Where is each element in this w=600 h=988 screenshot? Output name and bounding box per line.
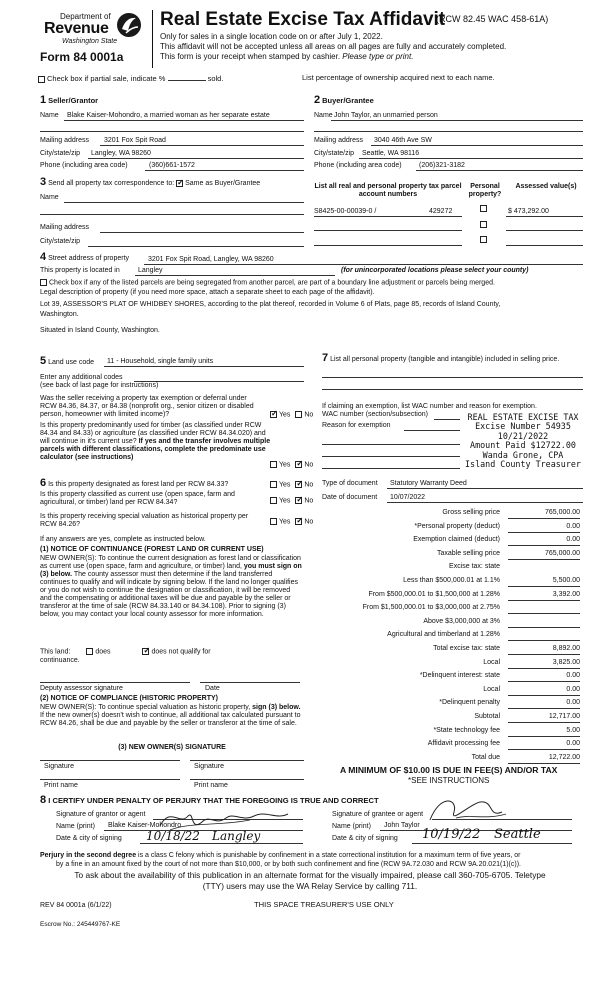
treasurer-stamp — [460, 413, 586, 469]
compliance-heading: (2) NOTICE OF COMPLIANCE (HISTORIC PROPERTY) — [40, 695, 218, 702]
perjury-bold: Perjury in the second degree — [40, 852, 137, 859]
personal-property-row — [322, 352, 584, 365]
owner-signature-label-2: Signature — [194, 763, 224, 770]
tax-row-value[interactable] — [508, 618, 580, 628]
tax-row — [320, 550, 582, 561]
header-note-3b: Please type or print. — [342, 52, 414, 61]
owner-print-line-1[interactable] — [40, 779, 180, 780]
seller-phone-field[interactable]: (360)661-1572 — [149, 162, 195, 169]
buyer-city-label: City/state/zip — [314, 150, 355, 157]
grantee-city-handwritten[interactable]: Seattle — [494, 827, 541, 842]
tax-row-label: Above $3,000,000 at 3% — [423, 617, 500, 625]
grantor-signature-label: Signature of grantor or agent — [56, 811, 146, 818]
forest-no-checkbox[interactable] — [295, 481, 302, 488]
forest-no-label: No — [304, 481, 314, 489]
form-rcw: (RCW 82.45 WAC 458-61A) — [436, 14, 549, 24]
tax-row-label: Total due — [471, 753, 500, 761]
revenue-emblem-icon — [114, 11, 144, 39]
certify-number: 8 — [40, 794, 47, 806]
tax-row-value[interactable] — [508, 631, 580, 641]
seller-city-line — [88, 158, 304, 159]
same-as-buyer-label: Same as Buyer/Grantee — [185, 180, 261, 187]
logo-dept-text: Department of — [60, 12, 111, 21]
seller-name-label: Name — [40, 112, 59, 119]
seller-address-line — [100, 145, 304, 146]
buyer-heading — [314, 94, 374, 107]
correspondence-address-line[interactable] — [100, 232, 304, 233]
parcels-header: List all real and personal property tax parcel account numbers — [314, 183, 462, 199]
tax-row-value[interactable]: 5.00 — [508, 727, 580, 737]
personal-property-line-1[interactable] — [322, 377, 583, 378]
forest-number: 6 — [40, 477, 47, 489]
street-number: 4 — [40, 251, 47, 263]
buyer-name-label: Name — [314, 112, 333, 119]
grantee-name-field[interactable]: John Taylor — [384, 822, 420, 829]
street-address-field[interactable]: 3201 Fox Spit Road, Langley, WA 98260 — [148, 256, 274, 263]
tax-row — [320, 754, 582, 765]
street-address-line — [144, 264, 583, 265]
tax-row-value[interactable]: 765,000.00 — [508, 509, 580, 519]
forest-yes-checkbox[interactable] — [270, 481, 277, 488]
exemption-yes-label: Yes — [279, 411, 291, 419]
buyer-heading-label: Buyer/Grantee — [322, 96, 374, 105]
buyer-address-line — [371, 145, 583, 146]
historic-answer — [270, 518, 313, 526]
header-note-3 — [160, 52, 413, 61]
perjury-line-2: by a fine in an amount fixed by the court of not more than $10,000, or by both such confinement and fine (RCW 9A.72.030 and RCW 9A.20.021(1)(c)). — [56, 861, 521, 868]
buyer-phone-line — [416, 170, 583, 171]
continuance-text — [40, 555, 302, 619]
land-does-not-label: does not qualify for — [151, 648, 211, 656]
land-use-label: Land use code — [48, 359, 95, 366]
tax-row-value[interactable]: 0.00 — [508, 686, 580, 696]
land-use-number: 5 — [40, 355, 47, 367]
wac-text: If claiming an exemption, list WAC number and reason for exemption. — [322, 403, 537, 410]
tax-row — [320, 727, 582, 738]
personal-property-text: List all personal property (tangible and intangible) included in selling price. — [330, 356, 560, 363]
grantor-date-handwritten[interactable]: 10/18/22 — [146, 829, 200, 843]
grantee-name-label: Name (print) — [332, 823, 371, 830]
tax-row-value[interactable]: 0.00 — [508, 672, 580, 682]
see-instructions-note: *SEE INSTRUCTIONS — [408, 776, 490, 785]
deputy-date-label: Date — [205, 685, 220, 692]
assessed-value-1[interactable]: $ 473,292.00 — [508, 208, 549, 215]
personal-property-checkbox-3[interactable] — [480, 236, 487, 243]
land-use-row — [40, 355, 94, 368]
timber-yes-label: Yes — [279, 461, 291, 469]
forest-q1-answer — [270, 481, 313, 489]
tax-row-value[interactable]: 0.00 — [508, 699, 580, 709]
tax-row-value[interactable]: 12,717.00 — [508, 713, 580, 723]
exemption-no-label: No — [304, 411, 314, 419]
located-line — [135, 275, 335, 276]
buyer-address-label: Mailing address — [314, 137, 364, 144]
tax-row-value[interactable]: 765,000.00 — [508, 550, 580, 560]
owner-print-line-2[interactable] — [190, 779, 304, 780]
header-note-2: This affidavit will not be accepted unless all areas on all pages are fully and accurately completed. — [160, 42, 507, 51]
tax-row — [320, 713, 582, 724]
correspondence-text: Send all property tax correspondence to: — [48, 180, 175, 187]
tax-row — [320, 536, 582, 547]
assessed-line-1 — [506, 216, 583, 217]
historic-no-label: No — [304, 518, 314, 526]
personal-property-checkbox-1[interactable] — [480, 205, 487, 212]
tax-row — [320, 699, 582, 710]
certify-text: I CERTIFY UNDER PENALTY OF PERJURY THAT THE FOREGOING IS TRUE AND CORRECT — [48, 796, 379, 805]
partial-sale-checkbox[interactable] — [38, 76, 45, 83]
tax-row — [320, 577, 582, 588]
revision-code: REV 84 0001a (6/1/22) — [40, 902, 112, 909]
form-number: Form 84 0001a — [40, 50, 124, 64]
document-date-line — [387, 502, 583, 503]
seller-name-line-2 — [40, 131, 304, 132]
correspondence-number: 3 — [40, 176, 47, 188]
exemption-question: Was the seller receiving a property tax exemption or deferral under RCW 84.36, 84.37, or 84.38 (nonprofit org., senior citizen or disabled person, homeowner with limited income)? — [40, 395, 254, 419]
tax-row — [320, 563, 582, 574]
treasurer-use-label: THIS SPACE TREASURER'S USE ONLY — [254, 900, 394, 909]
document-date-label: Date of document — [322, 494, 378, 501]
segregated-checkbox[interactable] — [40, 279, 47, 286]
tax-row-value[interactable] — [508, 604, 580, 614]
stamp-line-4: Amount Paid $12722.00 — [470, 440, 576, 451]
personal-property-line-2[interactable] — [322, 389, 583, 390]
assessed-value-header: Assessed value(s) — [515, 183, 577, 190]
owner-print-label-2: Print name — [194, 782, 228, 789]
reason-label: Reason for exemption — [322, 422, 391, 429]
buyer-address-field[interactable]: 3040 46th Ave SW — [374, 137, 432, 144]
tax-row — [320, 645, 582, 656]
tax-row — [320, 509, 582, 520]
tax-row-value[interactable]: 3,825.00 — [508, 659, 580, 669]
owner-signature-label-1: Signature — [44, 763, 74, 770]
tax-row-label: Excise tax: state — [449, 563, 500, 571]
parcel-line-1 — [314, 216, 462, 217]
compliance-text-2: sign (3) below. — [252, 704, 301, 711]
tax-row-label: Subtotal — [474, 713, 500, 720]
seller-address-field[interactable]: 3201 Fox Spit Road — [104, 137, 166, 144]
seller-name-field[interactable]: Blake Kaiser-Mohondro, a married woman as her separate estate — [67, 112, 270, 119]
historic-yes-label: Yes — [279, 518, 291, 526]
timber-yes-checkbox[interactable] — [270, 461, 277, 468]
seller-heading-label: Seller/Grantor — [48, 96, 99, 105]
forest-yes-label: Yes — [279, 481, 291, 489]
timber-answer — [270, 461, 313, 469]
parcel-number-1b[interactable]: 429272 — [429, 208, 453, 215]
buyer-city-field[interactable]: Seattle, WA 98116 — [362, 150, 420, 157]
tax-row-label: Gross selling price — [442, 509, 500, 516]
seller-city-field[interactable]: Langley, WA 98260 — [91, 150, 151, 157]
tax-row — [320, 523, 582, 534]
additional-codes-line[interactable] — [134, 381, 304, 382]
correspondence-name-line[interactable] — [64, 202, 304, 203]
perjury-line-1 — [40, 852, 520, 860]
tax-row — [320, 659, 582, 670]
current-use-question: Is this property classified as current use (open space, farm and agricultural, or timber) land per RCW 84.34? — [40, 491, 235, 507]
seller-address-label: Mailing address — [40, 137, 90, 144]
exemption-no-checkbox[interactable] — [295, 411, 302, 418]
forest-q1 — [40, 477, 228, 490]
continuance-text-2: you must sign on (3) below. — [40, 563, 302, 579]
tax-row-value[interactable]: 3,392.00 — [508, 591, 580, 601]
personal-property-check-3-wrap — [480, 236, 489, 244]
land-does-label: does — [95, 648, 111, 656]
grantee-signature — [410, 790, 560, 830]
buyer-phone-field[interactable]: (206)321-3182 — [419, 162, 465, 169]
personal-property-check-1-wrap — [480, 205, 489, 213]
seller-number: 1 — [40, 94, 47, 106]
land-use-code-line — [104, 366, 304, 367]
land-does-checkbox[interactable] — [86, 648, 93, 655]
owner-print-label-1: Print name — [44, 782, 78, 789]
deputy-signature-line[interactable] — [40, 682, 190, 683]
located-field[interactable]: Langley — [138, 267, 163, 274]
stamp-line-5: Wanda Grone, CPA — [482, 449, 564, 460]
tax-row — [320, 740, 582, 751]
buyer-number: 2 — [314, 94, 321, 106]
legal-description-label: Legal description of property (if you need more space, attach a separate sheet to each page of the affidavit). — [40, 289, 375, 296]
current-use-no-label: No — [304, 497, 314, 505]
buyer-city-line — [359, 158, 583, 159]
stamp-line-2: Excise Number 54935 — [475, 421, 571, 432]
personal-property-checkbox-2[interactable] — [480, 221, 487, 228]
tax-row — [320, 604, 582, 615]
wac-label: WAC number (section/subsection) — [322, 411, 428, 418]
seller-name-line — [64, 120, 304, 121]
land-qualify-row — [40, 648, 211, 656]
escrow-number: Escrow No.: 245449767-KE — [40, 921, 121, 928]
compliance-text — [40, 704, 304, 728]
owner-signature-line-1[interactable] — [40, 760, 180, 761]
tax-row-value[interactable]: 0.00 — [508, 536, 580, 546]
document-type-field[interactable]: Statutory Warranty Deed — [390, 480, 467, 487]
buyer-phone-label: Phone (including area code) — [314, 162, 402, 169]
timber-question-b: If yes and the transfer involves multiple parcels with different classifications, complete the predominate use calculator (see instructions) — [40, 438, 271, 462]
current-use-yes-label: Yes — [279, 497, 291, 505]
partial-sale-row — [38, 73, 223, 84]
tax-row — [320, 672, 582, 683]
form-title: Real Estate Excise Tax Affidavit — [160, 9, 446, 30]
tax-row-label: Less than $500,000.01 at 1.1% — [403, 577, 500, 584]
correspondence-name-label: Name — [40, 194, 59, 201]
land-label: This land: — [40, 648, 71, 656]
personal-property-check-2-wrap — [480, 221, 489, 229]
current-use-answer — [270, 497, 313, 505]
seller-phone-label: Phone (including area code) — [40, 162, 128, 169]
tax-row-value[interactable]: 0.00 — [508, 740, 580, 750]
timber-no-checkbox[interactable] — [295, 461, 302, 468]
current-use-yes-checkbox[interactable] — [270, 497, 277, 504]
segregated-label: Check box if any of the listed parcels are being segregated from another parcel, are part of a boundary line adjustment or parcels being merged. — [49, 279, 495, 287]
land-use-code-field[interactable]: 11 - Household, single family units — [107, 358, 214, 365]
compliance-text-1: NEW OWNER(S): To continue special valuation as historic property, — [40, 704, 253, 711]
tax-row-label: *State technology fee — [433, 726, 500, 734]
timber-no-label: No — [304, 461, 314, 469]
grantee-date-label: Date & city of signing — [332, 835, 398, 842]
grantor-date-label: Date & city of signing — [56, 835, 122, 842]
legal-description-line-3[interactable]: Situated in Island County, Washington. — [40, 327, 160, 334]
parcel-line-2[interactable] — [314, 230, 462, 231]
parcel-line-3[interactable] — [314, 245, 462, 246]
correspondence-city-line[interactable] — [88, 246, 304, 247]
tax-row-label: Local — [483, 658, 500, 666]
seller-phone-line — [145, 170, 304, 171]
assessed-line-2[interactable] — [506, 230, 583, 231]
personal-property-number: 7 — [322, 352, 329, 364]
header-note-3a: This form is your receipt when stamped by cashier. — [160, 52, 343, 61]
segregated-row — [40, 279, 495, 287]
document-type-line — [387, 488, 583, 489]
additional-codes-note: (see back of last page for instructions) — [40, 382, 159, 389]
tax-row-value[interactable] — [508, 563, 580, 572]
grantor-city-handwritten[interactable]: Langley — [212, 829, 261, 843]
timber-question — [40, 422, 272, 462]
tax-row — [320, 591, 582, 602]
buyer-name-field[interactable]: John Taylor, an unmarried person — [334, 112, 438, 119]
partial-sale-sold-label: sold. — [207, 74, 224, 83]
tax-row-label: Agricultural and timberland at 1.28% — [387, 631, 500, 639]
instructions-note: If any answers are yes, complete as instructed below. — [40, 536, 206, 543]
tax-row-label: *Personal property (deduct) — [414, 522, 500, 530]
partial-sale-label: Check box if partial sale, indicate % — [47, 74, 166, 83]
tax-row-label: From $500,000.01 to $1,500,000 at 1.28% — [368, 590, 500, 598]
header-divider — [152, 10, 153, 68]
current-use-no-checkbox[interactable] — [295, 497, 302, 504]
seller-heading — [40, 94, 98, 107]
tax-row-value[interactable]: 5,500.00 — [508, 577, 580, 587]
deputy-signature-label: Deputy assessor signature — [40, 685, 123, 692]
partial-sale-percent-field[interactable] — [168, 73, 206, 81]
stamp-line-6: Island County Treasurer — [465, 459, 581, 470]
tax-row-value[interactable]: 0.00 — [508, 523, 580, 533]
tax-row-label: Affidavit processing fee — [427, 740, 500, 748]
historic-question: Is this property receiving special valuation as historical property per RCW 84.26? — [40, 513, 249, 529]
land-does-not-checkbox[interactable] — [142, 648, 149, 655]
correspondence-address-label: Mailing address — [40, 224, 90, 231]
grantor-name-field[interactable]: Blake Kaiser-Mohondro — [108, 822, 182, 829]
correspondence-city-label: City/state/zip — [40, 238, 81, 245]
tax-row — [320, 618, 582, 629]
grantee-signature-label: Signature of grantee or agent — [332, 811, 424, 818]
forest-q1-text: Is this property designated as forest land per RCW 84.33? — [48, 481, 229, 488]
continuance-text-3: The county assessor must then determine if the land transferred continues to qualify and will indicate by signing below. If the land no longer qualifies or you do not wish to continue the designation or classification, it will be removed and the compensating or additional taxes will be due and payable by the seller or transferor at the time of sale (RCW 84.33.140 or 84.34.108). Prior to signing (3) below, you may contact your local county assessor for more information. — [40, 571, 298, 619]
seller-city-label: City/state/zip — [40, 150, 81, 157]
personal-property-header: Personal property? — [468, 183, 502, 199]
owner-signature-line-2[interactable] — [190, 760, 304, 761]
perjury-text-1: is a class C felony which is punishable by confinement in a state correctional institution for a maximum term of five years, or — [136, 852, 521, 859]
tax-row-label: *Delinquent interest: state — [419, 672, 500, 680]
compliance-text-3: If the new owner(s) doesn't wish to continue, all additional tax calculated pursuant to RCW 84.26, shall be due and payable by the seller or transferor at the time of sale. — [40, 712, 301, 728]
street-label: Street address of property — [48, 255, 130, 262]
exemption-yes-checkbox[interactable] — [270, 411, 277, 418]
assessed-line-3[interactable] — [506, 245, 583, 246]
new-owner-signature-heading: (3) NEW OWNER(S) SIGNATURE — [118, 744, 226, 751]
tax-row — [320, 686, 582, 697]
parcel-number-1[interactable]: S8425-00-00039-0 / — [314, 208, 377, 215]
document-type-label: Type of document — [322, 480, 378, 487]
continuance-text-1: NEW OWNER(S): To continue the current designation as forest land or classification as current use (open space, farm and agriculture, or timber) land, — [40, 555, 301, 571]
exemption-answer — [270, 411, 313, 419]
logo-revenue-text: Revenue — [44, 20, 109, 37]
grantee-date-handwritten[interactable]: 10/19/22 — [422, 827, 481, 842]
buyer-name-line — [331, 120, 583, 121]
tax-row-value[interactable]: 8,892.00 — [508, 645, 580, 655]
header-note-1: Only for sales in a single location code on or after July 1, 2022. — [160, 32, 383, 41]
same-as-buyer-checkbox[interactable] — [176, 180, 183, 187]
street-row — [40, 251, 129, 264]
correspondence-row — [40, 176, 260, 189]
additional-codes-label: Enter any additional codes — [40, 374, 123, 381]
accessibility-line-1: To ask about the availability of this publication in an alternate format for the visually impaired, please call 360-705-6705. Teletype — [74, 870, 546, 880]
accessibility-line-2: (TTY) users may use the WA Relay Service by calling 711. — [202, 881, 418, 891]
list-percentage-note: List percentage of ownership acquired next to each name. — [302, 73, 495, 82]
tax-row-label: From $1,500,000.01 to $3,000,000 at 2.75% — [362, 604, 500, 612]
stamp-line-1: REAL ESTATE EXCISE TAX — [467, 412, 579, 422]
timber-question-a: Is this property predominantly used for timber (as classified under RCW 84.34 and 84.33) or agriculture (as classified under RCW 84.34.020) and will continue in it's current use? — [40, 422, 266, 446]
legal-description-line-1[interactable]: Lot 39, ASSESSOR'S PLAT OF WHIDBEY SHORES, according to the plat thereof, recorded in Volume 6 of Plats, page 85, records of Island County, — [40, 301, 501, 308]
historic-yes-checkbox[interactable] — [270, 518, 277, 525]
tax-row-label: Exemption claimed (deduct) — [413, 536, 500, 544]
correspondence-name-line-2 — [40, 214, 304, 215]
legal-description-line-2[interactable]: Washington. — [40, 311, 79, 318]
grantee-date-line — [412, 843, 572, 844]
tax-row-label: Taxable selling price — [436, 549, 500, 557]
deputy-date-line[interactable] — [200, 682, 300, 683]
document-date-field[interactable]: 10/07/2022 — [390, 494, 426, 501]
minimum-fee-note: A MINIMUM OF $10.00 IS DUE IN FEE(S) AND/OR TAX — [340, 765, 558, 775]
tax-row-value[interactable]: 12,722.00 — [508, 754, 580, 764]
dor-logo — [40, 10, 148, 48]
continuance-heading: (1) NOTICE OF CONTINUANCE (FOREST LAND OR CURRENT USE) — [40, 546, 264, 553]
logo-state-text: Washington State — [62, 38, 118, 45]
continuance-label: continuance. — [40, 657, 80, 664]
tax-row-label: Total excise tax: state — [433, 645, 500, 652]
unincorporated-note: (for unincorporated locations please select your county) — [341, 267, 529, 274]
tax-row-label: Local — [483, 685, 500, 693]
historic-no-checkbox[interactable] — [295, 518, 302, 525]
tax-row-label: *Delinquent penalty — [439, 699, 500, 707]
buyer-name-line-2 — [314, 131, 583, 132]
located-label: This property is located in — [40, 267, 120, 274]
stamp-line-3: 10/21/2022 — [497, 430, 549, 441]
tax-row — [320, 631, 582, 642]
grantor-name-label: Name (print) — [56, 823, 95, 830]
